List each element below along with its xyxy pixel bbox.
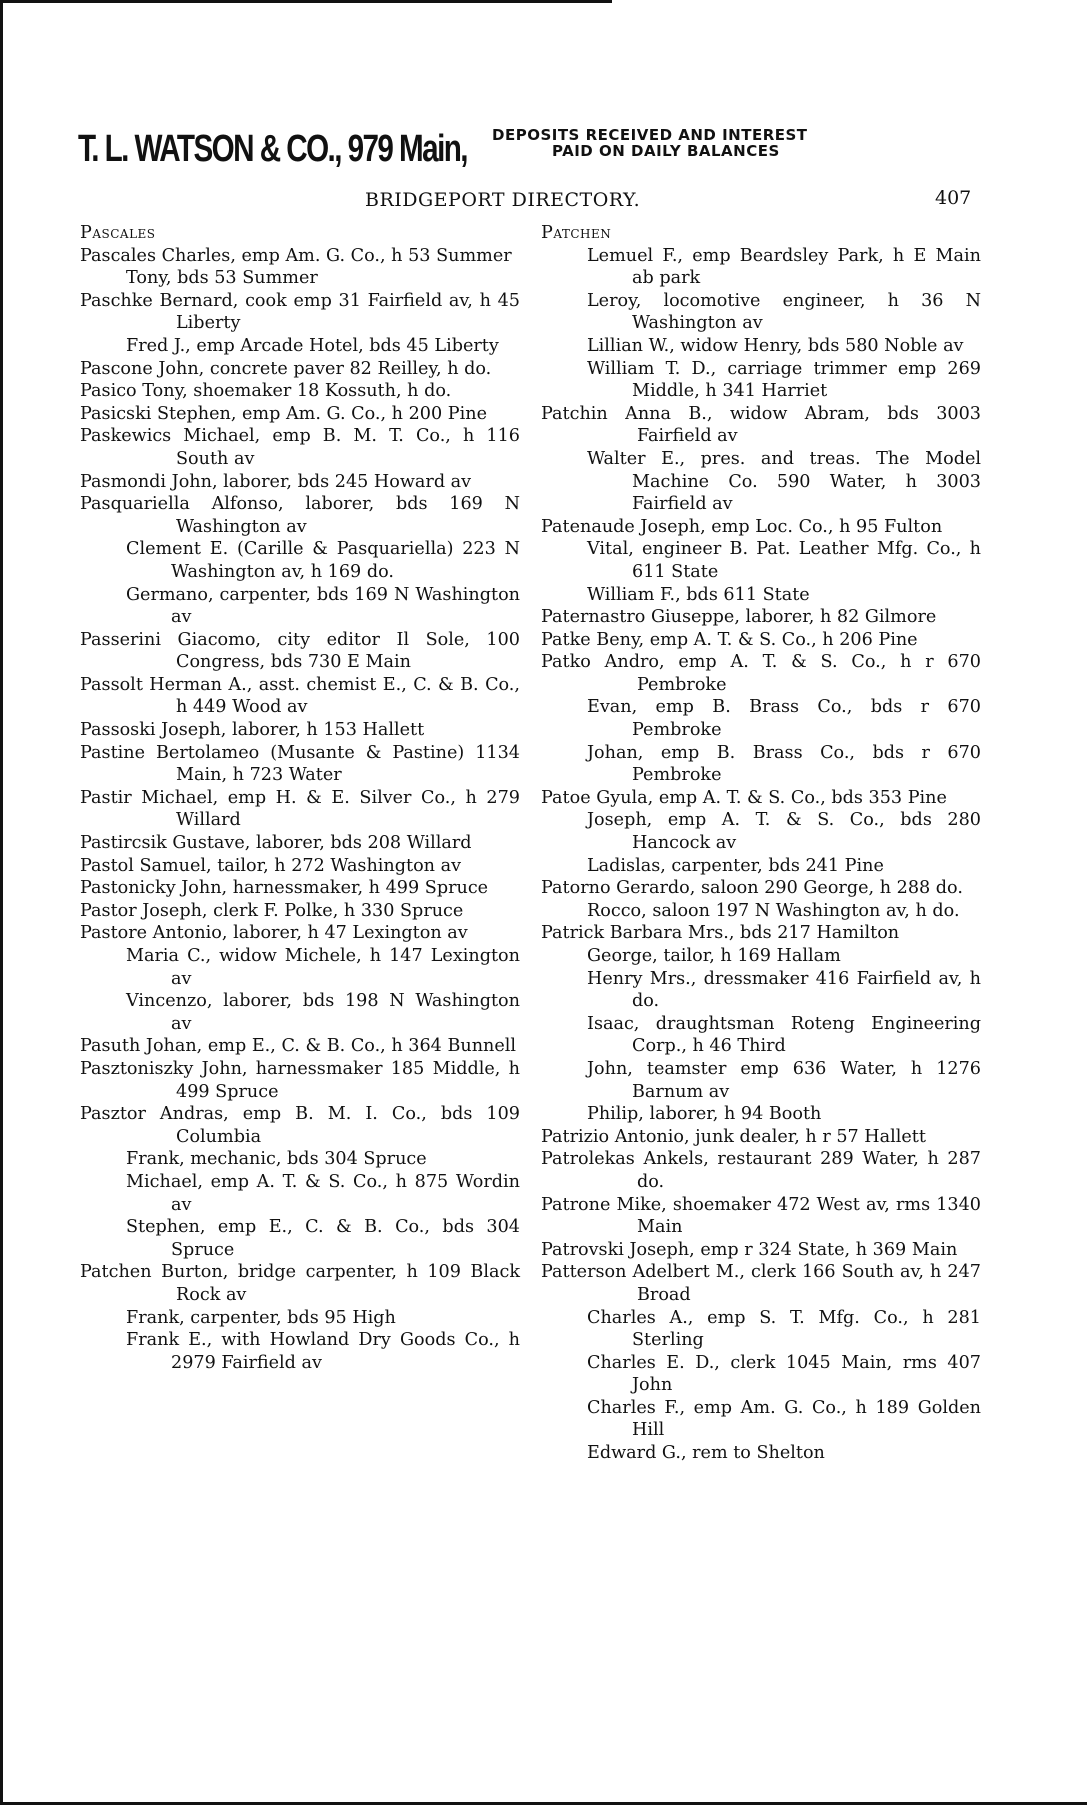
directory-sub-entry: Clement E. (Carille & Pasquariella) 223 N Washington av, h 169 do. — [126, 539, 520, 582]
column-heading: Pascales — [80, 223, 156, 243]
directory-sub-entry: Charles E. D., clerk 1045 Main, rms 407 John — [587, 1352, 981, 1396]
column-heading: Patchen — [541, 223, 612, 243]
directory-entry: Pasico Tony, shoemaker 18 Kossuth, h do. — [80, 381, 452, 402]
directory-sub-entry: Walter E., pres. and treas. The Model Machine Co. 590 Water, h 3003 Fairfield av — [587, 448, 981, 515]
directory-entry: Pastine Bertolameo (Musante & Pastine) 1134 Main, h 723 Water — [80, 742, 520, 786]
directory-entry: Patterson Adelbert M., clerk 166 South av, h 247 Broad — [541, 1262, 981, 1305]
advertisement-line-2: PAID ON DAILY BALANCES — [552, 142, 780, 160]
top-border-rule — [0, 0, 612, 3]
directory-sub-entry: Philip, laborer, h 94 Booth — [587, 1104, 822, 1125]
directory-entry: Pasztor Andras, emp B. M. I. Co., bds 109 Columbia — [80, 1104, 520, 1147]
entry-list — [80, 245, 520, 1375]
directory-entry: Patko Andro, emp A. T. & S. Co., h r 670 Pembroke — [541, 652, 981, 695]
directory-entry: Pascales Charles, emp Am. G. Co., h 53 Summer — [80, 245, 512, 266]
directory-entry: Pasicski Stephen, emp Am. G. Co., h 200 Pine — [80, 403, 487, 424]
directory-entry: Pastircsik Gustave, laborer, bds 208 Willard — [80, 833, 472, 854]
directory-sub-entry: Rocco, saloon 197 N Washington av, h do. — [587, 900, 960, 921]
directory-sub-entry: Isaac, draughtsman Roteng Engineering Corp., h 46 Third — [587, 1013, 981, 1057]
directory-entry: Paschke Bernard, cook emp 31 Fairfield av, h 45 Liberty — [80, 290, 520, 334]
directory-entry: Patoe Gyula, emp A. T. & S. Co., bds 353 Pine — [541, 787, 947, 808]
advertisement-line-1: DEPOSITS RECEIVED AND INTEREST — [492, 126, 808, 144]
advertisement-header — [78, 122, 1078, 180]
directory-sub-entry: Edward G., rem to Shelton — [587, 1443, 825, 1464]
directory-sub-entry: Lemuel F., emp Beardsley Park, h E Main ab park — [587, 245, 981, 289]
directory-sub-entry: Frank, mechanic, bds 304 Spruce — [126, 1149, 427, 1170]
directory-entry: Pastonicky John, harnessmaker, h 499 Spruce — [80, 878, 489, 899]
directory-entry: Passerini Giacomo, city editor Il Sole, 100 Congress, bds 730 E Main — [80, 629, 520, 673]
directory-sub-entry: Ladislas, carpenter, bds 241 Pine — [587, 855, 884, 876]
directory-entry: Patrovski Joseph, emp r 324 State, h 369 Main — [541, 1239, 958, 1260]
directory-sub-entry: Charles F., emp Am. G. Co., h 189 Golden Hill — [587, 1397, 981, 1441]
page-number: 407 — [935, 187, 972, 209]
directory-entry: Pascone John, concrete paver 82 Reilley, h do. — [80, 358, 492, 379]
directory-sub-entry: Lillian W., widow Henry, bds 580 Noble av — [587, 335, 964, 356]
directory-entry: Paternastro Giuseppe, laborer, h 82 Gilmore — [541, 607, 937, 628]
directory-sub-entry: William F., bds 611 State — [587, 584, 810, 605]
directory-sub-entry: Stephen, emp E., C. & B. Co., bds 304 Spruce — [126, 1217, 520, 1260]
directory-entry: Patke Beny, emp A. T. & S. Co., h 206 Pine — [541, 629, 918, 650]
running-head: BRIDGEPORT DIRECTORY. — [365, 189, 641, 211]
directory-sub-entry: John, teamster emp 636 Water, h 1276 Barnum av — [587, 1058, 981, 1102]
directory-sub-entry: Leroy, locomotive engineer, h 36 N Washington av — [587, 290, 981, 334]
directory-sub-entry: Joseph, emp A. T. & S. Co., bds 280 Hancock av — [587, 810, 981, 854]
directory-sub-entry: Frank E., with Howland Dry Goods Co., h 2979 Fairfield av — [126, 1330, 520, 1373]
entry-list — [541, 245, 981, 1465]
directory-sub-entry: Frank, carpenter, bds 95 High — [126, 1307, 396, 1328]
directory-sub-entry: Charles A., emp S. T. Mfg. Co., h 281 Sterling — [587, 1307, 981, 1351]
directory-entry: Patchin Anna B., widow Abram, bds 3003 Fairfield av — [541, 403, 981, 447]
right-column — [541, 222, 981, 1465]
directory-sub-entry: Germano, carpenter, bds 169 N Washington av — [126, 584, 520, 628]
directory-sub-entry: Johan, emp B. Brass Co., bds r 670 Pembroke — [587, 742, 981, 786]
advertiser-name: T. L. WATSON & CO., 979 Main, — [78, 128, 467, 170]
directory-sub-entry: Michael, emp A. T. & S. Co., h 875 Wordin av — [126, 1171, 520, 1215]
directory-entry: Passolt Herman A., asst. chemist E., C. & B. Co., h 449 Wood av — [80, 674, 520, 718]
directory-sub-entry: Fred J., emp Arcade Hotel, bds 45 Liberty — [126, 335, 499, 356]
directory-sub-entry: George, tailor, h 169 Hallam — [587, 946, 841, 966]
directory-entry: Patrolekas Ankels, restaurant 289 Water, h 287 do. — [541, 1149, 981, 1192]
directory-entry: Pasmondi John, laborer, bds 245 Howard av — [80, 471, 472, 492]
directory-entry: Pastor Joseph, clerk F. Polke, h 330 Spruce — [80, 900, 464, 921]
directory-entry: Pasztoniszky John, harnessmaker 185 Middle, h 499 Spruce — [80, 1058, 520, 1102]
directory-sub-entry: Henry Mrs., dressmaker 416 Fairfield av, h do. — [587, 968, 981, 1012]
directory-entry: Pastol Samuel, tailor, h 272 Washington av — [80, 855, 462, 876]
directory-entry: Pasuth Johan, emp E., C. & B. Co., h 364 Bunnell — [80, 1036, 517, 1057]
directory-entry: Patrizio Antonio, junk dealer, h r 57 Hallett — [541, 1126, 926, 1147]
directory-entry: Paskewics Michael, emp B. M. T. Co., h 116 South av — [80, 426, 520, 469]
directory-sub-entry: Tony, bds 53 Summer — [126, 268, 318, 289]
directory-entry: Patrone Mike, shoemaker 472 West av, rms 1340 Main — [541, 1194, 981, 1238]
directory-entry: Patchen Burton, bridge carpenter, h 109 Black Rock av — [80, 1262, 520, 1305]
left-column — [80, 222, 520, 1374]
directory-entry: Pastore Antonio, laborer, h 47 Lexington av — [80, 923, 468, 944]
directory-sub-entry: Vincenzo, laborer, bds 198 N Washington av — [126, 991, 520, 1034]
directory-sub-entry: Vital, engineer B. Pat. Leather Mfg. Co., h 611 State — [587, 539, 981, 582]
directory-entry: Patenaude Joseph, emp Loc. Co., h 95 Fulton — [541, 516, 943, 537]
directory-sub-entry: Evan, emp B. Brass Co., bds r 670 Pembroke — [587, 697, 981, 741]
directory-entry: Patrick Barbara Mrs., bds 217 Hamilton — [541, 923, 900, 944]
directory-entry: Patorno Gerardo, saloon 290 George, h 288 do. — [541, 878, 963, 899]
directory-sub-entry: Maria C., widow Michele, h 147 Lexington av — [126, 946, 520, 989]
left-border-rule — [0, 0, 3, 1805]
directory-sub-entry: William T. D., carriage trimmer emp 269 Middle, h 341 Harriet — [587, 358, 981, 402]
directory-entry: Pastir Michael, emp H. & E. Silver Co., h 279 Willard — [80, 787, 520, 831]
directory-entry: Pasquariella Alfonso, laborer, bds 169 N Washington av — [80, 494, 520, 537]
directory-entry: Passoski Joseph, laborer, h 153 Hallett — [80, 720, 425, 741]
